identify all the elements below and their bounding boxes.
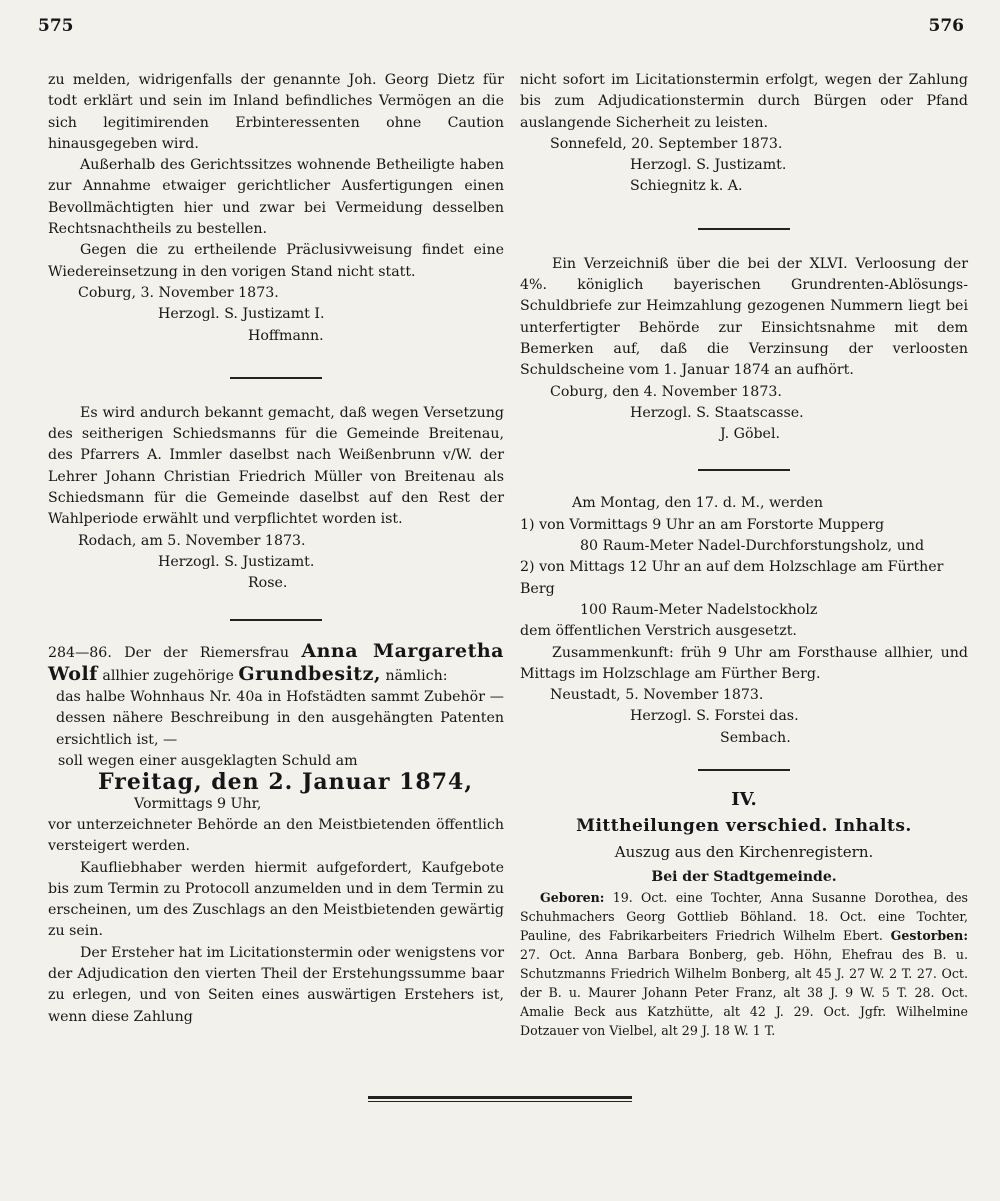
place-date: Sonnefeld, 20. September 1873. — [550, 135, 783, 152]
page-number-left: 575 — [38, 16, 74, 36]
footer-rule — [368, 1096, 632, 1099]
paragraph: Am Montag, den 17. d. M., werden — [572, 495, 823, 512]
place-date: Coburg, 3. November 1873. — [78, 284, 279, 301]
signature: Schiegnitz k. A. — [630, 178, 743, 195]
subsection-title: Auszug aus den Kirchenregistern. — [614, 842, 874, 861]
left-column — [48, 70, 504, 1028]
auction-date: Freitag, den 2. Januar 1874, — [98, 769, 474, 796]
place-date: Rodach, am 5. November 1873. — [78, 532, 306, 549]
owner-name: Anna Margaretha Wolf — [48, 639, 504, 685]
authority: Herzogl. S. Justizamt. — [158, 553, 315, 570]
subsection-heading: Bei der Stadtgemeinde. — [651, 868, 837, 885]
signature: Hoffmann. — [248, 327, 324, 344]
notice-number: 284—86. — [48, 644, 112, 661]
paragraph: Ein Verzeichniß über die bei der XLVI. Verloosung der 4%. königlich bayerischen Grundrenten-Ablösungs-Schuldbriefe zur Heimzahlung gezogenen Nummern liegt bei unterfertigter Behörde zur Einsichtsnahme mit dem Bemerken auf, daß die Verzinsung der verloosten Schuldscheine vom 1. Januar 1874 an aufhört. — [520, 255, 968, 379]
paragraph: Kaufliebhaber werden hiermit aufgefordert, Kaufgebote bis zum Termin zu Protocoll anzumelden und in dem Termin zu erscheinen, um des Zuschlags an den Meistbietenden gewärtig zu sein. — [48, 859, 504, 940]
list-item-detail: 100 Raum-Meter Nadelstockholz — [580, 601, 818, 618]
signature: Sembach. — [720, 729, 791, 746]
list-item: 1) von Vormittags 9 Uhr an am Forstorte Mupperg — [520, 516, 885, 533]
auction-notice-intro — [48, 641, 504, 688]
auction-time: Vormittags 9 Uhr, — [134, 795, 262, 812]
page-number-right: 576 — [928, 16, 964, 36]
signature: Rose. — [248, 575, 288, 592]
paragraph: zu melden, widrigenfalls der genannte Joh. Georg Dietz für todt erklärt und sein im Inland befindliches Vermögen an die sich legitimirenden Erbinteressenten ohne Caution hinausgegeben wird. — [48, 72, 504, 152]
footer-rule — [368, 1101, 632, 1102]
list-item: 2) von Mittags 12 Uhr an auf dem Holzschlage am Fürther Berg — [520, 559, 944, 597]
authority: Herzogl. S. Staatscasse. — [630, 404, 804, 421]
notice-text: allhier zugehörige — [102, 667, 234, 684]
paragraph: Außerhalb des Gerichtssitzes wohnende Betheiligte haben zur Annahme etwaiger gerichtlicher Ausfertigungen einen Bevollmächtigten hier und zwar bei Vermeidung desselben Rechtsnachtheils zu bestellen. — [48, 157, 504, 238]
deaths-text: 27. Oct. Anna Barbara Bonberg, geb. Höhn, Ehefrau des B. u. Schutzmanns Friedrich Wilhelm Bonberg, alt 45 J. 27 W. 2 T. 27. Oct. der B. u. Maurer Johann Peter Franz, alt 38 J. 9 W. 5 T. 28. Oct. Amalie Beck aus Katzhütte, alt 42 J. 29. Oct. Jgfr. Wilhelmine Dotzauer von Vielbel, alt 29 J. 18 W. 1 T. — [520, 947, 968, 1039]
paragraph: Es wird andurch bekannt gemacht, daß wegen Versetzung des seitherigen Schiedsmanns für die Gemeinde Breitenau, des Pfarrers A. Immler daselbst nach Weißenbrunn v/W. der Lehrer Johann Christian Friedrich Müller von Breitenau als Schiedsmann für die Gemeinde daselbst auf den Rest der Wahlperiode erwählt und verpflichtet worden ist. — [48, 404, 504, 528]
notice-text: Der der Riemersfrau — [124, 644, 289, 661]
paragraph: nicht sofort im Licitationstermin erfolgt, wegen der Zahlung bis zum Adjudicationstermin durch Bürgen oder Pfand auslangende Sicherheit zu leisten. — [520, 72, 968, 131]
paragraph: soll wegen einer ausgeklagten Schuld am — [58, 753, 358, 770]
deaths-label: Gestorben: — [890, 928, 968, 944]
signature: J. Göbel. — [720, 426, 781, 443]
register-births — [520, 888, 968, 1040]
authority: Herzogl. S. Justizamt I. — [158, 306, 325, 323]
paragraph: Gegen die zu ertheilende Präclusivweisung findet eine Wiedereinsetzung in den vorigen Stand nicht statt. — [48, 242, 504, 280]
paragraph: dem öffentlichen Verstrich ausgesetzt. — [520, 623, 797, 640]
paragraph: Der Ersteher hat im Licitationstermin oder wenigstens vor der Adjudication den vierten Theil der Erstehungssumme baar zu erlegen, und von Seiten eines auswärtigen Erstehers ist, wenn diese Zahlung — [48, 944, 504, 1025]
place-date: Coburg, den 4. November 1873. — [550, 383, 782, 400]
births-label: Geboren: — [540, 890, 605, 906]
paragraph: das halbe Wohnhaus Nr. 40a in Hofstädten sammt Zubehör — dessen nähere Beschreibung in den ausgehängten Patenten ersichtlich ist, — — [56, 689, 504, 748]
right-column — [520, 70, 968, 1040]
section-number: IV. — [731, 789, 757, 811]
property-label: Grundbesitz, — [238, 662, 381, 685]
list-item-detail: 80 Raum-Meter Nadel-Durchforstungsholz, und — [580, 538, 925, 555]
paragraph: Zusammenkunft: früh 9 Uhr am Forsthause allhier, und Mittags im Holzschlage am Fürther Berg. — [520, 644, 968, 682]
place-date: Neustadt, 5. November 1873. — [550, 687, 764, 704]
notice-text: nämlich: — [385, 667, 448, 684]
authority: Herzogl. S. Forstei das. — [630, 708, 799, 725]
paragraph: vor unterzeichneter Behörde an den Meistbietenden öffentlich versteigert werden. — [48, 816, 504, 855]
section-title: Mittheilungen verschied. Inhalts. — [576, 816, 912, 837]
births-text: 19. Oct. eine Tochter, Anna Susanne Dorothea, des Schuhmachers Georg Gottlieb Böhland. 18. Oct. eine Tochter, Pauline, des Fabrikarbeiters Friedrich Wilhelm Ebert. — [520, 890, 968, 944]
authority: Herzogl. S. Justizamt. — [630, 157, 787, 174]
